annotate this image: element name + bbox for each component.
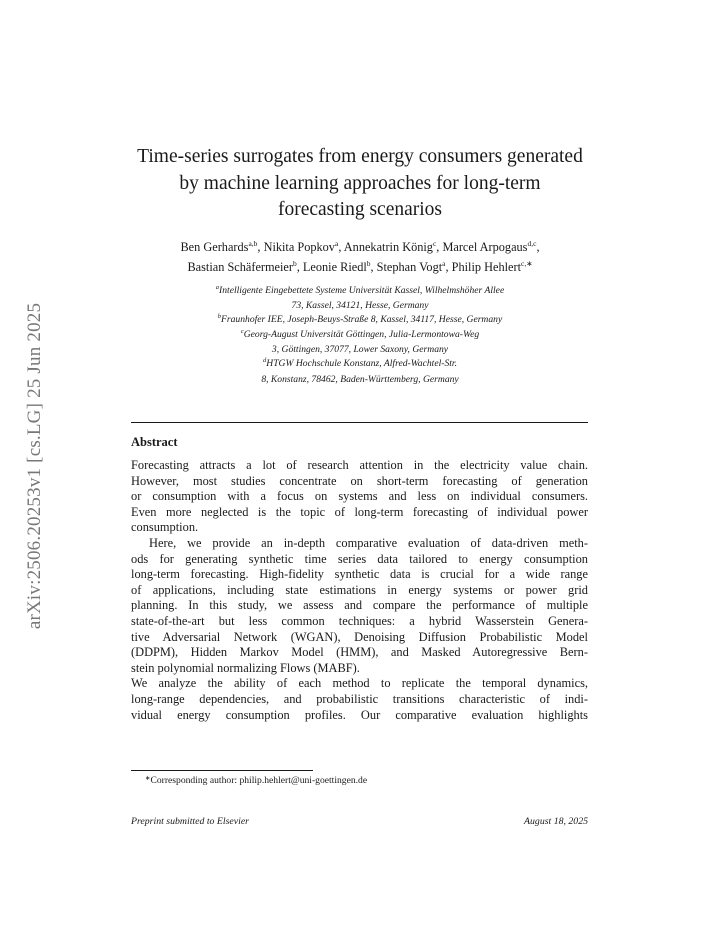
affiliation-text: 3, Göttingen, 37077, Lower Saxony, Germany [271, 344, 449, 356]
author-separator: , [436, 240, 443, 254]
affiliation-text: HTGW Hochschule Konstanz, Alfred-Wachtel-Str. [266, 358, 457, 370]
author-separator: , [445, 260, 452, 274]
author-affiliation-mark: a,b [248, 239, 258, 248]
arxiv-identifier: arXiv:2506.20253v1 [cs.LG] 25 Jun 2025 [24, 302, 45, 630]
affiliation-mark: d [263, 357, 267, 365]
abstract-body [131, 458, 588, 723]
author-separator: , [338, 240, 344, 254]
footer-date: August 18, 2025 [524, 816, 588, 827]
abstract-line: Even more neglected is the topic of long-term forecasting of individual power [131, 504, 588, 519]
author-affiliation-mark: b [366, 259, 371, 268]
abstract-heading: Abstract [131, 435, 178, 449]
author-name: Annekatrin König [343, 240, 433, 254]
abstract-line: vidual energy consumption profiles. Our comparative evaluation highlights [131, 707, 588, 722]
footnote-mark: ∗ [145, 775, 151, 782]
abstract-line: of applications, including state estimations in energy systems or power grid [131, 582, 588, 597]
affiliation-text: 8, Konstanz, 78462, Baden-Württemberg, Germany [261, 373, 459, 385]
abstract-line: ods for generating synthetic time series data tailored to energy consumption [131, 551, 588, 566]
abstract-line: tive Adversarial Network (WGAN), Denoising Diffusion Probabilistic Model [131, 629, 588, 644]
author-name: Leonie Riedl [302, 260, 367, 274]
affiliation-text: Georg-August Universität Göttingen, Julia-Lermontowa-Weg [243, 329, 480, 341]
affiliation-list [120, 284, 600, 387]
author-name: Philip Hehlert [451, 260, 521, 274]
section-divider [131, 422, 588, 423]
abstract-line: state-of-the-art but less common techniques: a hybrid Wasserstein Genera- [131, 613, 588, 628]
footnote-divider [131, 770, 313, 771]
abstract-line: consumption. [131, 520, 199, 535]
affiliation-line [120, 343, 600, 357]
title-line: forecasting scenarios [277, 199, 443, 220]
footnote [131, 775, 367, 786]
author-separator: , [370, 260, 377, 274]
author-line [110, 258, 610, 278]
affiliation-line [120, 313, 600, 328]
paper-title [120, 144, 600, 224]
author-affiliation-mark: b [293, 259, 297, 268]
affiliation-mark: a [215, 284, 220, 291]
author-separator: , [296, 260, 303, 274]
abstract-line: We analyze the ability of each method to replicate the temporal dynamics, [131, 676, 588, 691]
author-separator: , [257, 240, 264, 254]
author-separator: , [536, 240, 540, 254]
abstract-line: (DDPM), Hidden Markov Model (HMM), and Masked Autoregressive Bern- [131, 645, 588, 660]
title-line: Time-series surrogates from energy consumers generated [137, 146, 583, 167]
author-name: Ben Gerhards [180, 240, 249, 254]
affiliation-line [120, 357, 600, 372]
affiliation-text: 73, Kassel, 34121, Hesse, Germany [291, 300, 429, 312]
affiliation-mark: c [240, 328, 244, 336]
affiliation-mark: b [217, 313, 222, 321]
author-affiliation-mark: a [442, 259, 446, 268]
footer-journal: Preprint submitted to Elsevier [131, 816, 249, 827]
author-line [110, 238, 610, 258]
author-list [110, 238, 610, 278]
affiliation-line [120, 328, 600, 343]
abstract-line: Forecasting attracts a lot of research attention in the electricity value chain. [131, 458, 588, 472]
abstract-line: Here, we provide an in-depth comparative evaluation of data-driven meth- [149, 535, 588, 550]
author-affiliation-mark: c [432, 239, 437, 248]
title-line: by machine learning approaches for long-term [179, 172, 541, 194]
author-name: Marcel Arpogaus [442, 240, 528, 254]
abstract-line: or consumption with a focus on systems and less on individual consumers. [131, 489, 588, 504]
author-name: Nikita Popkov [263, 240, 335, 254]
author-affiliation-mark: c,∗ [521, 259, 533, 268]
author-name: Bastian Schäfermeier [187, 260, 293, 274]
affiliation-line [120, 284, 600, 299]
abstract-line: long-range dependencies, and probabilistic transitions characteristic of indi- [131, 691, 588, 706]
author-affiliation-mark: a [334, 239, 339, 248]
affiliation-line [120, 299, 600, 313]
abstract-line: stein polynomial normalizing Flows (MABF). [131, 660, 360, 675]
affiliation-text: Fraunhofer IEE, Joseph-Beuys-Straße 8, Kassel, 34117, Hesse, Germany [221, 314, 503, 326]
author-affiliation-mark: d,c [527, 239, 537, 248]
footnote-text: Corresponding author: philip.hehlert@uni-goettingen.de [150, 775, 368, 786]
author-name: Stephan Vogt [376, 260, 443, 274]
affiliation-line [120, 373, 600, 387]
abstract-line: planning. In this study, we assess and compare the performance of multiple [131, 598, 588, 613]
abstract-line: long-term forecasting. High-fidelity synthetic data is crucial for a wide range [131, 567, 588, 582]
affiliation-text: Intelligente Eingebettete Systeme Universität Kassel, Wilhelmshöher Allee [219, 285, 505, 296]
abstract-line: However, most studies concentrate on short-term forecasting of generation [131, 473, 588, 488]
